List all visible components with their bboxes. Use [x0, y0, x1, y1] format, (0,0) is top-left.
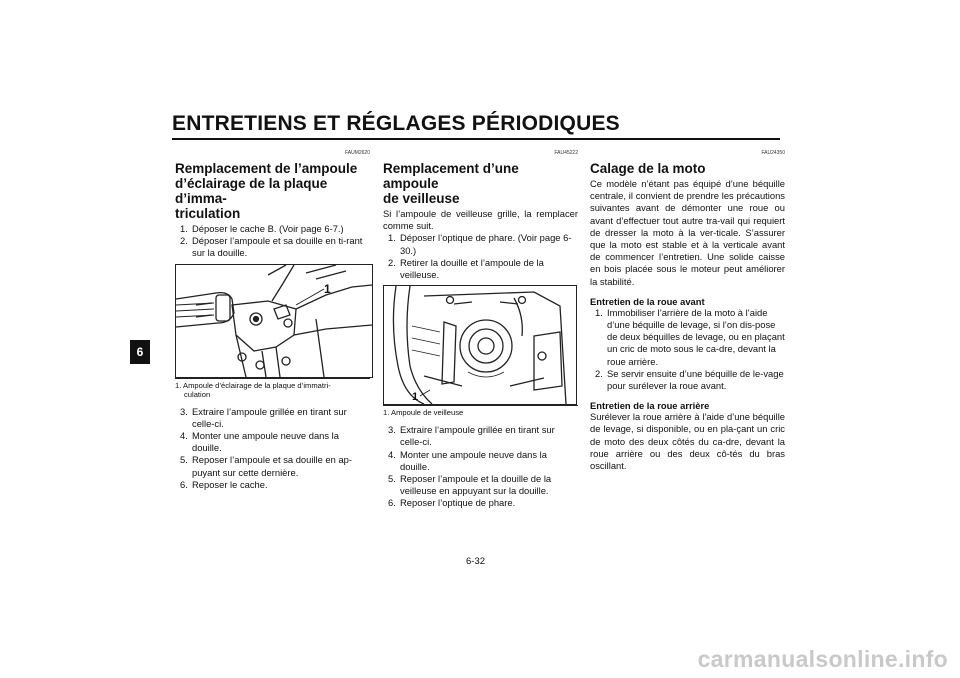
steps-list [383, 232, 578, 281]
list-item: 6. Reposer l’optique de phare. [388, 497, 516, 509]
section-heading: Calage de la moto [590, 161, 706, 176]
page-title: ENTRETIENS ET RÉGLAGES PÉRIODIQUES [172, 112, 620, 135]
figure-callout: 1 [412, 391, 419, 404]
chapter-tab: 6 [130, 340, 150, 364]
section-code: FAU45222 [554, 150, 578, 156]
list-item: 2. Retirer la douille et l’ampoule de la veilleuse. [388, 256, 544, 281]
column-position-light [383, 150, 578, 510]
license-plate-light-illustration [176, 265, 372, 377]
steps-list [590, 307, 785, 392]
list-item: 4. Monter une ampoule neuve dans la douille. [180, 430, 339, 454]
list-item: 3. Extraire l’ampoule grillée en tirant sur celle-ci. [388, 424, 555, 448]
list-item: 3. Extraire l’ampoule grillée en tirant sur celle-ci. [180, 405, 347, 429]
figure-caption: 1. Ampoule d’éclairage de la plaque d’immatri- culation [175, 378, 370, 399]
list-item: 1. Déposer le cache B. (Voir page 6-7.) [180, 223, 344, 234]
intro-text: Si l’ampoule de veilleuse grille, la remplacer comme suit. [383, 208, 578, 232]
list-item: 5. Reposer l’ampoule et sa douille en ap-puyant sur cette dernière. [180, 454, 352, 478]
section-heading: Remplacement de l’ampoule d’éclairage de la plaque d’imma- triculation [175, 161, 358, 221]
subheading-rear-wheel: Entretien de la roue arrière [590, 400, 710, 412]
list-item: 1. Déposer l’optique de phare. (Voir page 6-30.) [388, 232, 572, 256]
steps-list [175, 406, 370, 491]
position-light-illustration [384, 286, 576, 404]
column-motorcycle-support [590, 150, 785, 472]
list-item: 6. Reposer le cache. [180, 478, 268, 490]
page-number: 6-32 [466, 556, 486, 567]
section-code: FAUM2620 [344, 150, 370, 156]
list-item: 5. Reposer l’ampoule et la douille de la veilleuse en appuyant sur la douille. [388, 473, 552, 497]
figure-caption: 1. Ampoule de veilleuse [383, 405, 578, 417]
rear-wheel-text: Surélever la roue arrière à l’aide d’une béquille de levage, si disponible, ou en pla-çant un cric de moto des deux côtés du ca-dre, devant la roue arrière ou des deux cô-tés du bras oscillant. [590, 411, 785, 472]
section-code: FAU24350 [761, 150, 785, 156]
figure-callout: 1 [324, 281, 331, 296]
section-heading: Remplacement d’une ampoule de veilleuse [383, 161, 519, 206]
title-rule [172, 138, 780, 140]
list-item: 2. Se servir ensuite d’une béquille de le-vage pour surélever la roue avant. [595, 367, 784, 392]
position-light-figure [383, 285, 577, 405]
steps-list [383, 424, 578, 509]
list-item: 2. Déposer l’ampoule et sa douille en ti-rant sur la douille. [180, 235, 363, 259]
list-item: 4. Monter une ampoule neuve dans la douille. [388, 448, 547, 472]
list-item: 1. Immobiliser l’arrière de la moto à l’aide d’une béquille de levage, si l’on dis-pose de deux béquilles de levage, ou en plaçant un cric de moto sous le ca-dre, devant la roue arrière. [595, 306, 785, 367]
column-license-plate-light [175, 150, 370, 491]
watermark: carmanualsonline.info [697, 646, 948, 672]
steps-list [175, 223, 370, 260]
intro-text: Ce modèle n’étant pas équipé d’une béquille centrale, il convient de prendre les précautions suivantes avant de démonter une roue ou avant d’effectuer tout autre tra-vail qui requiert de dresser la moto à la ver-ticale. S’assurer que la moto est stable et à la verticale avant de commencer l’entretien. Une solide caisse en bois placée sous le moteur peut améliorer la stabilité. [590, 178, 785, 287]
license-plate-light-figure [175, 264, 373, 378]
subheading-front-wheel: Entretien de la roue avant [590, 295, 705, 307]
